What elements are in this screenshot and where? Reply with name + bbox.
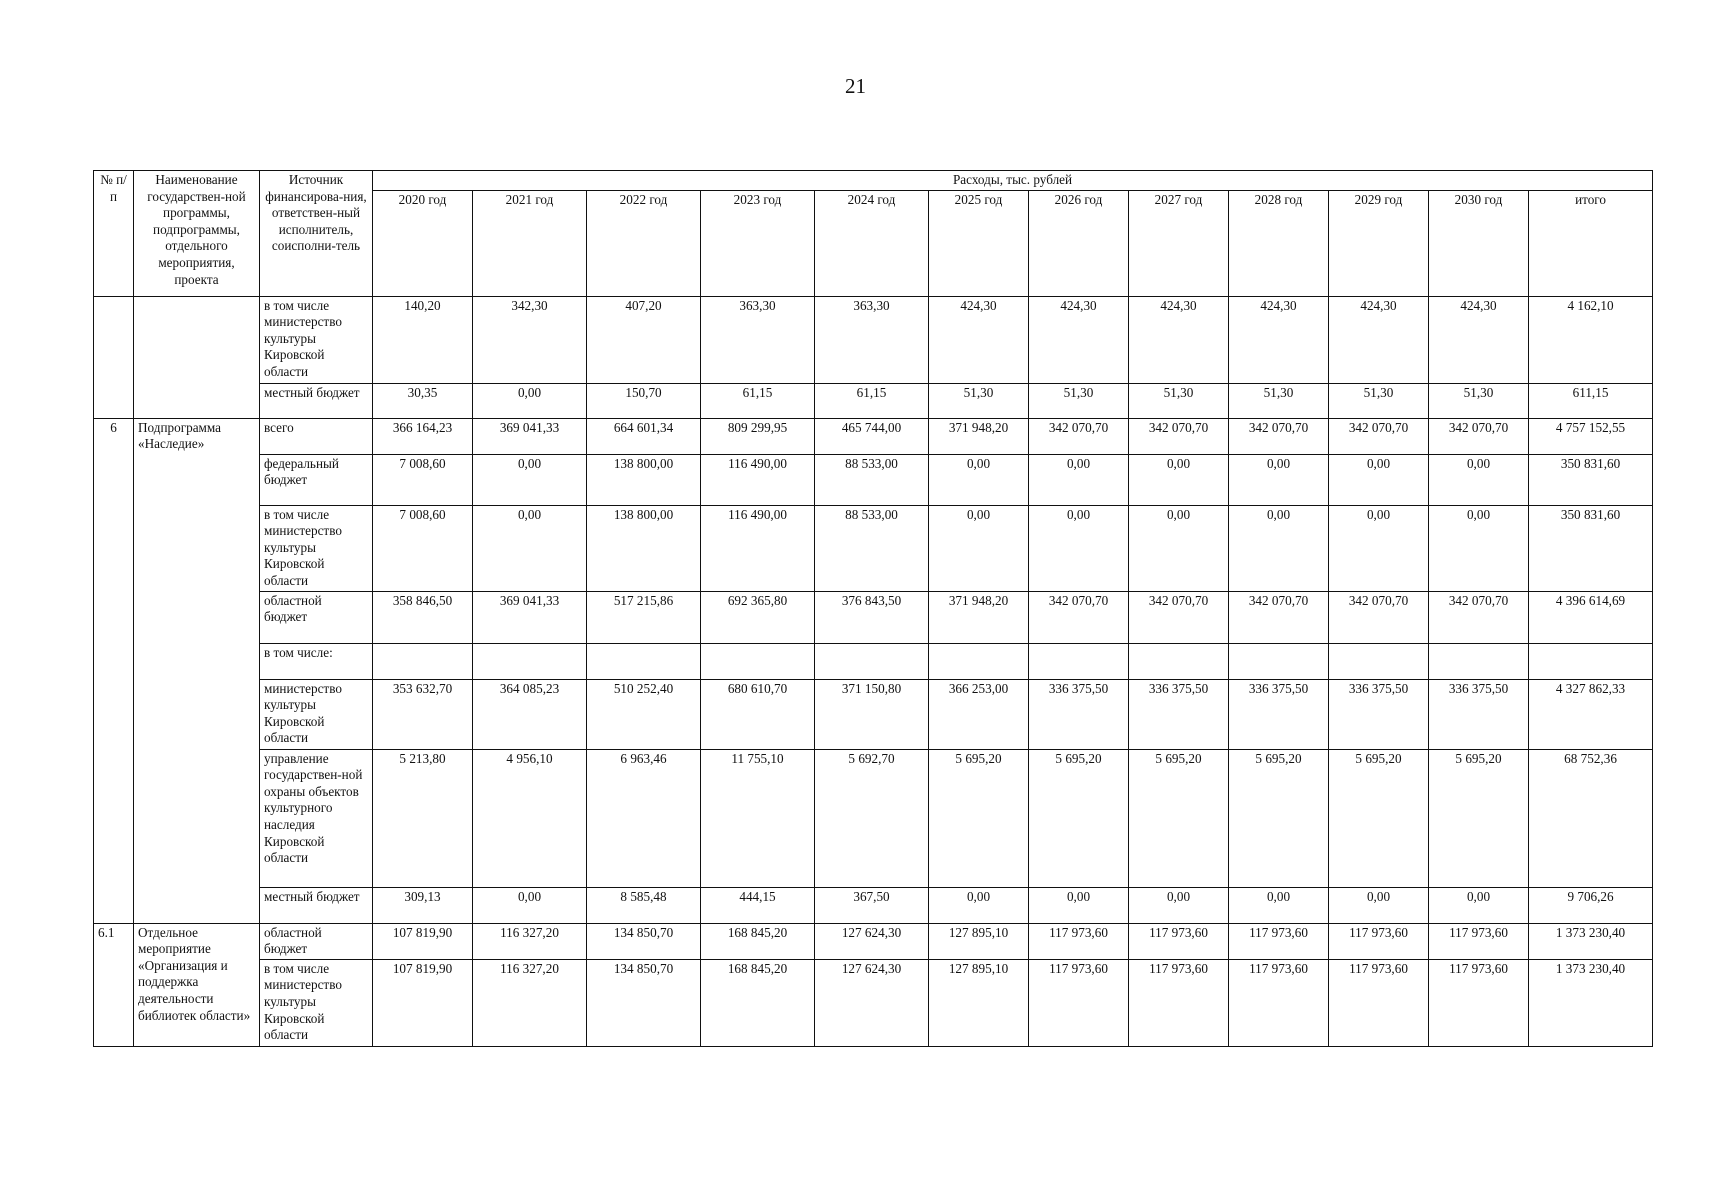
value-cell: 0,00: [1229, 505, 1329, 591]
value-cell: 517 215,86: [587, 591, 701, 643]
value-cell: [1029, 643, 1129, 679]
value-cell: 117 973,60: [1429, 923, 1529, 959]
value-cell: 0,00: [1029, 454, 1129, 505]
value-cell: [473, 643, 587, 679]
value-cell: 51,30: [1229, 383, 1329, 418]
value-cell: 342 070,70: [1229, 591, 1329, 643]
year-header: 2027 год: [1129, 190, 1229, 296]
value-cell: 366 164,23: [373, 418, 473, 454]
value-cell: 309,13: [373, 887, 473, 923]
value-cell: 0,00: [1429, 454, 1529, 505]
value-cell: 138 800,00: [587, 505, 701, 591]
value-cell: 336 375,50: [1129, 679, 1229, 749]
row-name: Отдельное мероприятие «Организация и поддержка деятельности библиотек области»: [134, 923, 260, 1046]
value-cell: 0,00: [929, 454, 1029, 505]
page-number: 21: [845, 74, 866, 98]
value-cell: 407,20: [587, 296, 701, 383]
funding-source: местный бюджет: [260, 887, 373, 923]
value-cell: 692 365,80: [701, 591, 815, 643]
total-cell: [1529, 643, 1653, 679]
total-cell: 4 327 862,33: [1529, 679, 1653, 749]
value-cell: 424,30: [1129, 296, 1229, 383]
value-cell: 5 695,20: [929, 749, 1029, 887]
value-cell: 150,70: [587, 383, 701, 418]
value-cell: 336 375,50: [1229, 679, 1329, 749]
funding-source: областной бюджет: [260, 923, 373, 959]
value-cell: 7 008,60: [373, 505, 473, 591]
value-cell: 7 008,60: [373, 454, 473, 505]
value-cell: 140,20: [373, 296, 473, 383]
value-cell: 363,30: [815, 296, 929, 383]
value-cell: 107 819,90: [373, 959, 473, 1046]
value-cell: 51,30: [1329, 383, 1429, 418]
value-cell: [929, 643, 1029, 679]
value-cell: 0,00: [1129, 505, 1229, 591]
table-row: [94, 643, 1653, 679]
value-cell: 0,00: [1129, 454, 1229, 505]
row-name: Подпрограмма «Наследие»: [134, 418, 260, 923]
value-cell: 342 070,70: [1329, 418, 1429, 454]
value-cell: 5 692,70: [815, 749, 929, 887]
value-cell: 0,00: [1329, 505, 1429, 591]
funding-source: в том числе министерство культуры Кировской области: [260, 959, 373, 1046]
funding-source: всего: [260, 418, 373, 454]
value-cell: 61,15: [701, 383, 815, 418]
total-cell: 4 162,10: [1529, 296, 1653, 383]
value-cell: 424,30: [1429, 296, 1529, 383]
value-cell: 5 695,20: [1429, 749, 1529, 887]
value-cell: 116 327,20: [473, 923, 587, 959]
value-cell: 336 375,50: [1029, 679, 1129, 749]
value-cell: 342 070,70: [1429, 418, 1529, 454]
value-cell: 371 150,80: [815, 679, 929, 749]
value-cell: 342 070,70: [1129, 591, 1229, 643]
value-cell: 88 533,00: [815, 505, 929, 591]
value-cell: 664 601,34: [587, 418, 701, 454]
value-cell: 376 843,50: [815, 591, 929, 643]
value-cell: 117 973,60: [1229, 959, 1329, 1046]
value-cell: 0,00: [1029, 505, 1129, 591]
year-header: 2022 год: [587, 190, 701, 296]
value-cell: 342 070,70: [1029, 591, 1129, 643]
funding-source: в том числе:: [260, 643, 373, 679]
value-cell: 369 041,33: [473, 591, 587, 643]
table-row: [94, 923, 1653, 959]
year-header: 2029 год: [1329, 190, 1429, 296]
value-cell: 336 375,50: [1429, 679, 1529, 749]
year-header: 2030 год: [1429, 190, 1529, 296]
table-row: [94, 749, 1653, 887]
value-cell: 117 973,60: [1329, 959, 1429, 1046]
year-header: 2025 год: [929, 190, 1029, 296]
value-cell: 138 800,00: [587, 454, 701, 505]
value-cell: 366 253,00: [929, 679, 1029, 749]
value-cell: 424,30: [1229, 296, 1329, 383]
table-row: [94, 505, 1653, 591]
value-cell: 127 895,10: [929, 959, 1029, 1046]
table-row: [94, 887, 1653, 923]
value-cell: 353 632,70: [373, 679, 473, 749]
value-cell: 117 973,60: [1029, 959, 1129, 1046]
value-cell: 342 070,70: [1429, 591, 1529, 643]
value-cell: 371 948,20: [929, 591, 1029, 643]
header-source: Источник финансирова-ния, ответствен-ный исполнитель, соисполни-тель: [260, 171, 373, 297]
value-cell: 117 973,60: [1129, 959, 1229, 1046]
value-cell: 0,00: [1329, 454, 1429, 505]
value-cell: 0,00: [473, 454, 587, 505]
value-cell: 51,30: [1429, 383, 1529, 418]
value-cell: 363,30: [701, 296, 815, 383]
value-cell: 5 213,80: [373, 749, 473, 887]
value-cell: 336 375,50: [1329, 679, 1429, 749]
funding-source: федеральный бюджет: [260, 454, 373, 505]
total-cell: 4 396 614,69: [1529, 591, 1653, 643]
value-cell: [701, 643, 815, 679]
value-cell: 51,30: [929, 383, 1029, 418]
value-cell: [373, 643, 473, 679]
value-cell: 168 845,20: [701, 959, 815, 1046]
funding-source: областной бюджет: [260, 591, 373, 643]
value-cell: 0,00: [1229, 454, 1329, 505]
value-cell: 0,00: [473, 887, 587, 923]
value-cell: 680 610,70: [701, 679, 815, 749]
value-cell: 117 973,60: [1229, 923, 1329, 959]
table-row: [94, 679, 1653, 749]
row-number: 6.1: [94, 923, 134, 1046]
total-cell: 1 373 230,40: [1529, 923, 1653, 959]
value-cell: 465 744,00: [815, 418, 929, 454]
total-cell: 9 706,26: [1529, 887, 1653, 923]
year-header: 2020 год: [373, 190, 473, 296]
value-cell: 371 948,20: [929, 418, 1029, 454]
value-cell: 0,00: [1429, 887, 1529, 923]
value-cell: 6 963,46: [587, 749, 701, 887]
value-cell: 809 299,95: [701, 418, 815, 454]
row-number: 6: [94, 418, 134, 923]
value-cell: 369 041,33: [473, 418, 587, 454]
value-cell: 127 895,10: [929, 923, 1029, 959]
value-cell: 5 695,20: [1029, 749, 1129, 887]
value-cell: 5 695,20: [1329, 749, 1429, 887]
value-cell: 5 695,20: [1229, 749, 1329, 887]
value-cell: 116 490,00: [701, 454, 815, 505]
value-cell: 116 327,20: [473, 959, 587, 1046]
value-cell: [815, 643, 929, 679]
year-header: 2024 год: [815, 190, 929, 296]
value-cell: [1129, 643, 1229, 679]
year-header: 2021 год: [473, 190, 587, 296]
value-cell: 134 850,70: [587, 959, 701, 1046]
table-row: [94, 591, 1653, 643]
value-cell: 0,00: [1429, 505, 1529, 591]
value-cell: 107 819,90: [373, 923, 473, 959]
value-cell: 127 624,30: [815, 959, 929, 1046]
value-cell: 342 070,70: [1029, 418, 1129, 454]
total-cell: 4 757 152,55: [1529, 418, 1653, 454]
funding-source: управление государствен-ной охраны объектов культурного наследия Кировской области: [260, 749, 373, 887]
total-cell: 611,15: [1529, 383, 1653, 418]
value-cell: 51,30: [1029, 383, 1129, 418]
value-cell: 510 252,40: [587, 679, 701, 749]
funding-source: в том числе министерство культуры Кировской области: [260, 296, 373, 383]
total-cell: 350 831,60: [1529, 505, 1653, 591]
value-cell: 88 533,00: [815, 454, 929, 505]
value-cell: 0,00: [929, 505, 1029, 591]
table-row: [94, 959, 1653, 1046]
value-cell: [1429, 643, 1529, 679]
value-cell: 30,35: [373, 383, 473, 418]
value-cell: 0,00: [1329, 887, 1429, 923]
value-cell: [1229, 643, 1329, 679]
value-cell: 0,00: [473, 383, 587, 418]
value-cell: 367,50: [815, 887, 929, 923]
value-cell: 5 695,20: [1129, 749, 1229, 887]
value-cell: 444,15: [701, 887, 815, 923]
funding-source: в том числе министерство культуры Кировской области: [260, 505, 373, 591]
total-cell: 1 373 230,40: [1529, 959, 1653, 1046]
value-cell: 116 490,00: [701, 505, 815, 591]
year-header: 2026 год: [1029, 190, 1129, 296]
value-cell: 0,00: [1129, 887, 1229, 923]
row-name: [134, 296, 260, 418]
value-cell: 117 973,60: [1429, 959, 1529, 1046]
value-cell: 127 624,30: [815, 923, 929, 959]
value-cell: 342,30: [473, 296, 587, 383]
header-row: [94, 171, 1653, 191]
total-cell: 68 752,36: [1529, 749, 1653, 887]
value-cell: 0,00: [929, 887, 1029, 923]
value-cell: 364 085,23: [473, 679, 587, 749]
total-header: итого: [1529, 190, 1653, 296]
year-header: 2023 год: [701, 190, 815, 296]
row-number: [94, 296, 134, 418]
value-cell: 0,00: [1029, 887, 1129, 923]
value-cell: 4 956,10: [473, 749, 587, 887]
year-header: 2028 год: [1229, 190, 1329, 296]
value-cell: 117 973,60: [1029, 923, 1129, 959]
value-cell: 424,30: [1329, 296, 1429, 383]
header-name: Наименование государствен-ной программы, подпрограммы, отдельного мероприятия, проекта: [134, 171, 260, 297]
value-cell: 342 070,70: [1229, 418, 1329, 454]
value-cell: 117 973,60: [1129, 923, 1229, 959]
header-expenses: Расходы, тыс. рублей: [373, 171, 1653, 191]
budget-table: [93, 170, 1653, 1047]
value-cell: 168 845,20: [701, 923, 815, 959]
value-cell: 51,30: [1129, 383, 1229, 418]
value-cell: 8 585,48: [587, 887, 701, 923]
value-cell: 342 070,70: [1329, 591, 1429, 643]
funding-source: местный бюджет: [260, 383, 373, 418]
table-row: [94, 296, 1653, 383]
value-cell: 0,00: [1229, 887, 1329, 923]
value-cell: 342 070,70: [1129, 418, 1229, 454]
funding-source: министерство культуры Кировской области: [260, 679, 373, 749]
table-row: [94, 418, 1653, 454]
value-cell: [1329, 643, 1429, 679]
total-cell: 350 831,60: [1529, 454, 1653, 505]
value-cell: 424,30: [1029, 296, 1129, 383]
value-cell: 134 850,70: [587, 923, 701, 959]
value-cell: 61,15: [815, 383, 929, 418]
table-row: [94, 383, 1653, 418]
value-cell: 0,00: [473, 505, 587, 591]
header-no: № п/п: [94, 171, 134, 297]
value-cell: 117 973,60: [1329, 923, 1429, 959]
table-row: [94, 454, 1653, 505]
value-cell: [587, 643, 701, 679]
value-cell: 424,30: [929, 296, 1029, 383]
value-cell: 11 755,10: [701, 749, 815, 887]
value-cell: 358 846,50: [373, 591, 473, 643]
